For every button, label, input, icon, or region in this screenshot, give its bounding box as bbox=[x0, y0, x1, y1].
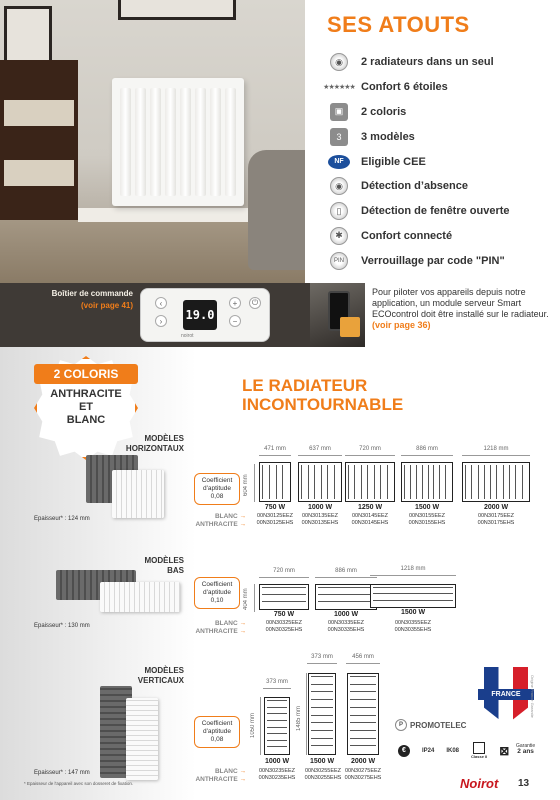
cross-bin-icon: ⊠ bbox=[499, 743, 510, 758]
thermostat-image bbox=[140, 288, 270, 342]
thermostat-brand: noirot bbox=[181, 333, 194, 339]
radiator-1000-icon bbox=[315, 584, 377, 610]
radiator-1500-icon bbox=[308, 673, 336, 755]
plus-icon: + bbox=[229, 297, 241, 309]
wattage: 1500 W bbox=[400, 609, 426, 616]
dimension-label: 456 mm bbox=[352, 654, 374, 660]
list-item bbox=[317, 75, 557, 100]
vertical-thickness: Epaisseur* : 147 mm bbox=[34, 770, 90, 776]
atout-label: 3 modèles bbox=[361, 130, 415, 143]
wall-frame bbox=[118, 0, 236, 20]
promotelec-icon: P bbox=[395, 719, 407, 731]
dimension-label: 1218 mm bbox=[400, 566, 426, 572]
dimension-label: 373 mm bbox=[266, 679, 288, 685]
wattage: 2000 W bbox=[483, 504, 509, 511]
radiator-750-icon bbox=[259, 584, 309, 610]
atouts-list bbox=[317, 50, 557, 273]
certifications: € IP24 IK08 Classe II ⊠ bbox=[398, 742, 509, 759]
nf-icon: NF bbox=[328, 155, 350, 169]
vertical-height-small: 1050 mm bbox=[250, 712, 256, 738]
wattage: 750 W bbox=[273, 611, 295, 618]
radiator-1500-icon bbox=[370, 584, 456, 608]
horizontal-coefficient: Coefficient d'aptitude 0,08 bbox=[194, 473, 240, 505]
atout-label: 2 radiateurs dans un seul bbox=[361, 56, 494, 69]
horizontal-models-heading: MODÈLES HORIZONTAUX bbox=[125, 434, 184, 453]
origine-france-garantie-label bbox=[484, 667, 528, 725]
thermostat-button-icon: › bbox=[155, 315, 167, 327]
dimension-label: 637 mm bbox=[309, 446, 331, 452]
vertical-height-large: 1485 mm bbox=[296, 705, 302, 731]
ce-icon: € bbox=[398, 745, 410, 757]
colors-icon: ▣ bbox=[330, 103, 348, 121]
atout-label: 2 coloris bbox=[361, 105, 407, 118]
phone-photo bbox=[310, 283, 365, 347]
chair bbox=[248, 150, 305, 270]
atout-label: Détection d’absence bbox=[361, 180, 468, 193]
radiator-1250-icon bbox=[345, 462, 395, 502]
reference-codes: 00N30155EEZ 00N30155EHS bbox=[408, 513, 446, 526]
low-height: 404 mm bbox=[243, 588, 249, 610]
atout-label: Verrouillage par code "PIN" bbox=[361, 254, 505, 267]
list-item bbox=[317, 124, 557, 149]
color-row-labels: BLANC → ANTHRACITE → bbox=[195, 513, 246, 528]
reference-codes: 00N30275EEZ 00N30275EHS bbox=[344, 768, 382, 781]
dimension-label: 886 mm bbox=[416, 446, 438, 452]
france-side-text: Origine France Garantie bbox=[530, 675, 535, 718]
page-number: 13 bbox=[518, 778, 530, 789]
module-icon bbox=[340, 317, 360, 337]
wattage: 1250 W bbox=[357, 504, 383, 511]
atout-label: Eligible CEE bbox=[361, 155, 426, 168]
radiator-1500-icon bbox=[401, 462, 453, 502]
vertical-coefficient: Coefficient d'aptitude 0,08 bbox=[194, 716, 240, 748]
dimension-label: 1218 mm bbox=[483, 446, 509, 452]
low-coefficient: Coefficient d'aptitude 0,10 bbox=[194, 577, 240, 609]
atout-label: Confort 6 étoiles bbox=[361, 81, 448, 94]
command-page-link[interactable]: (voir page 41) bbox=[80, 301, 133, 310]
app-page-link[interactable]: (voir page 36) bbox=[372, 320, 431, 330]
atout-label: Détection de fenêtre ouverte bbox=[361, 205, 510, 218]
pin-code-icon: PIN bbox=[330, 252, 348, 270]
reference-codes: 00N30255EEZ 00N30255EHS bbox=[304, 768, 342, 781]
reference-codes: 00N30175EEZ 00N30175EHS bbox=[477, 513, 515, 526]
wattage: 1500 W bbox=[414, 504, 440, 511]
command-caption bbox=[30, 288, 133, 312]
vertical-models-heading: MODÈLES VERTICAUX bbox=[137, 666, 184, 685]
command-band bbox=[0, 283, 560, 347]
product-photo bbox=[0, 0, 305, 283]
reference-codes: 00N30235EEZ 00N30235EHS bbox=[258, 768, 296, 781]
reference-codes: 00N30335EEZ 00N30335EHS bbox=[327, 620, 365, 633]
wattage: 2000 W bbox=[350, 758, 376, 765]
atout-label: Confort connecté bbox=[361, 229, 453, 242]
minus-icon: − bbox=[229, 315, 241, 327]
color-row-labels: BLANC → ANTHRACITE → bbox=[195, 620, 246, 635]
connected-icon: ✱ bbox=[330, 227, 348, 245]
promotelec-label: P PROMOTELEC bbox=[395, 719, 466, 731]
list-item bbox=[317, 149, 557, 174]
wattage: 1500 W bbox=[309, 758, 335, 765]
thermostat-display: 19.0 bbox=[183, 300, 217, 330]
france-label: FRANCE bbox=[478, 689, 534, 700]
dimension-label: 886 mm bbox=[335, 568, 357, 574]
low-thickness: Epaisseur* : 130 mm bbox=[34, 623, 90, 629]
list-item bbox=[317, 224, 557, 249]
badge-text: ANTHRACITE ET BLANC bbox=[50, 388, 122, 426]
list-item bbox=[317, 100, 557, 125]
dual-radiator-icon: ◉ bbox=[330, 53, 348, 71]
reference-codes: 00N30145EEZ 00N30145EHS bbox=[351, 513, 389, 526]
radiator-1000-icon bbox=[264, 697, 290, 755]
radiator-2000-icon bbox=[462, 462, 530, 502]
radiator-750-icon bbox=[259, 462, 291, 502]
wattage: 1000 W bbox=[264, 758, 290, 765]
class-ii-icon bbox=[473, 742, 485, 754]
badge-title: 2 COLORIS bbox=[34, 364, 138, 384]
list-item bbox=[317, 50, 557, 75]
wattage: 1000 W bbox=[307, 504, 333, 511]
dimension-label: 720 mm bbox=[273, 568, 295, 574]
list-item bbox=[317, 174, 557, 199]
reference-codes: 00N30325EEZ 00N30325EHS bbox=[265, 620, 303, 633]
horizontal-thickness: Epaisseur* : 124 mm bbox=[34, 516, 90, 522]
command-title: Boîtier de commande bbox=[51, 289, 133, 298]
guarantee: Garantie 2 ans bbox=[516, 743, 536, 755]
app-description bbox=[372, 287, 552, 331]
ik-rating: IK08 bbox=[446, 747, 460, 754]
low-models-heading: MODÈLES BAS bbox=[144, 556, 184, 575]
stars-icon: ★★★★★★ bbox=[323, 84, 355, 92]
wattage: 1000 W bbox=[333, 611, 359, 618]
reference-codes: 00N30355EEZ 00N30355EHS bbox=[394, 620, 432, 633]
radiator-1000-icon bbox=[298, 462, 342, 502]
color-row-labels: BLANC → ANTHRACITE → bbox=[195, 768, 246, 783]
brand-logo: Noirot bbox=[460, 776, 499, 791]
command-panel bbox=[0, 283, 310, 347]
dimension-label: 720 mm bbox=[359, 446, 381, 452]
models-icon: 3 bbox=[330, 128, 348, 146]
horizontal-height: 604 mm bbox=[243, 474, 249, 496]
dimension-label: 471 mm bbox=[264, 446, 286, 452]
white-radiator-image bbox=[126, 698, 158, 780]
radiator-image bbox=[112, 78, 244, 206]
ip-rating: IP24 bbox=[422, 747, 435, 754]
dimension-label: 373 mm bbox=[311, 654, 333, 660]
wattage: 750 W bbox=[264, 504, 286, 511]
footnote: * Epaisseur de l'appareil avec son dosseret de fixation. bbox=[24, 781, 134, 786]
window-icon: ▯ bbox=[330, 202, 348, 220]
wall-frame bbox=[4, 6, 52, 64]
white-radiator-image bbox=[100, 582, 180, 612]
main-title: LE RADIATEUR INCONTOURNABLE bbox=[242, 376, 404, 414]
presence-icon: ◉ bbox=[330, 177, 348, 195]
reference-codes: 00N30135EEZ 00N30135EHS bbox=[301, 513, 339, 526]
list-item bbox=[317, 199, 557, 224]
atouts-panel bbox=[305, 0, 560, 283]
atouts-title: SES ATOUTS bbox=[327, 12, 470, 37]
white-radiator-image bbox=[112, 470, 164, 518]
reference-codes: 00N30125EEZ 00N30125EHS bbox=[256, 513, 294, 526]
thermostat-button-icon: ‹ bbox=[155, 297, 167, 309]
app-text: Pour piloter vos appareils depuis notre application, un module serveur Smart ECOcontrol doit être installé sur le radiateur. bbox=[372, 287, 549, 319]
list-item bbox=[317, 248, 557, 273]
radiator-2000-icon bbox=[347, 673, 379, 755]
power-icon: ⏻ bbox=[249, 297, 261, 309]
